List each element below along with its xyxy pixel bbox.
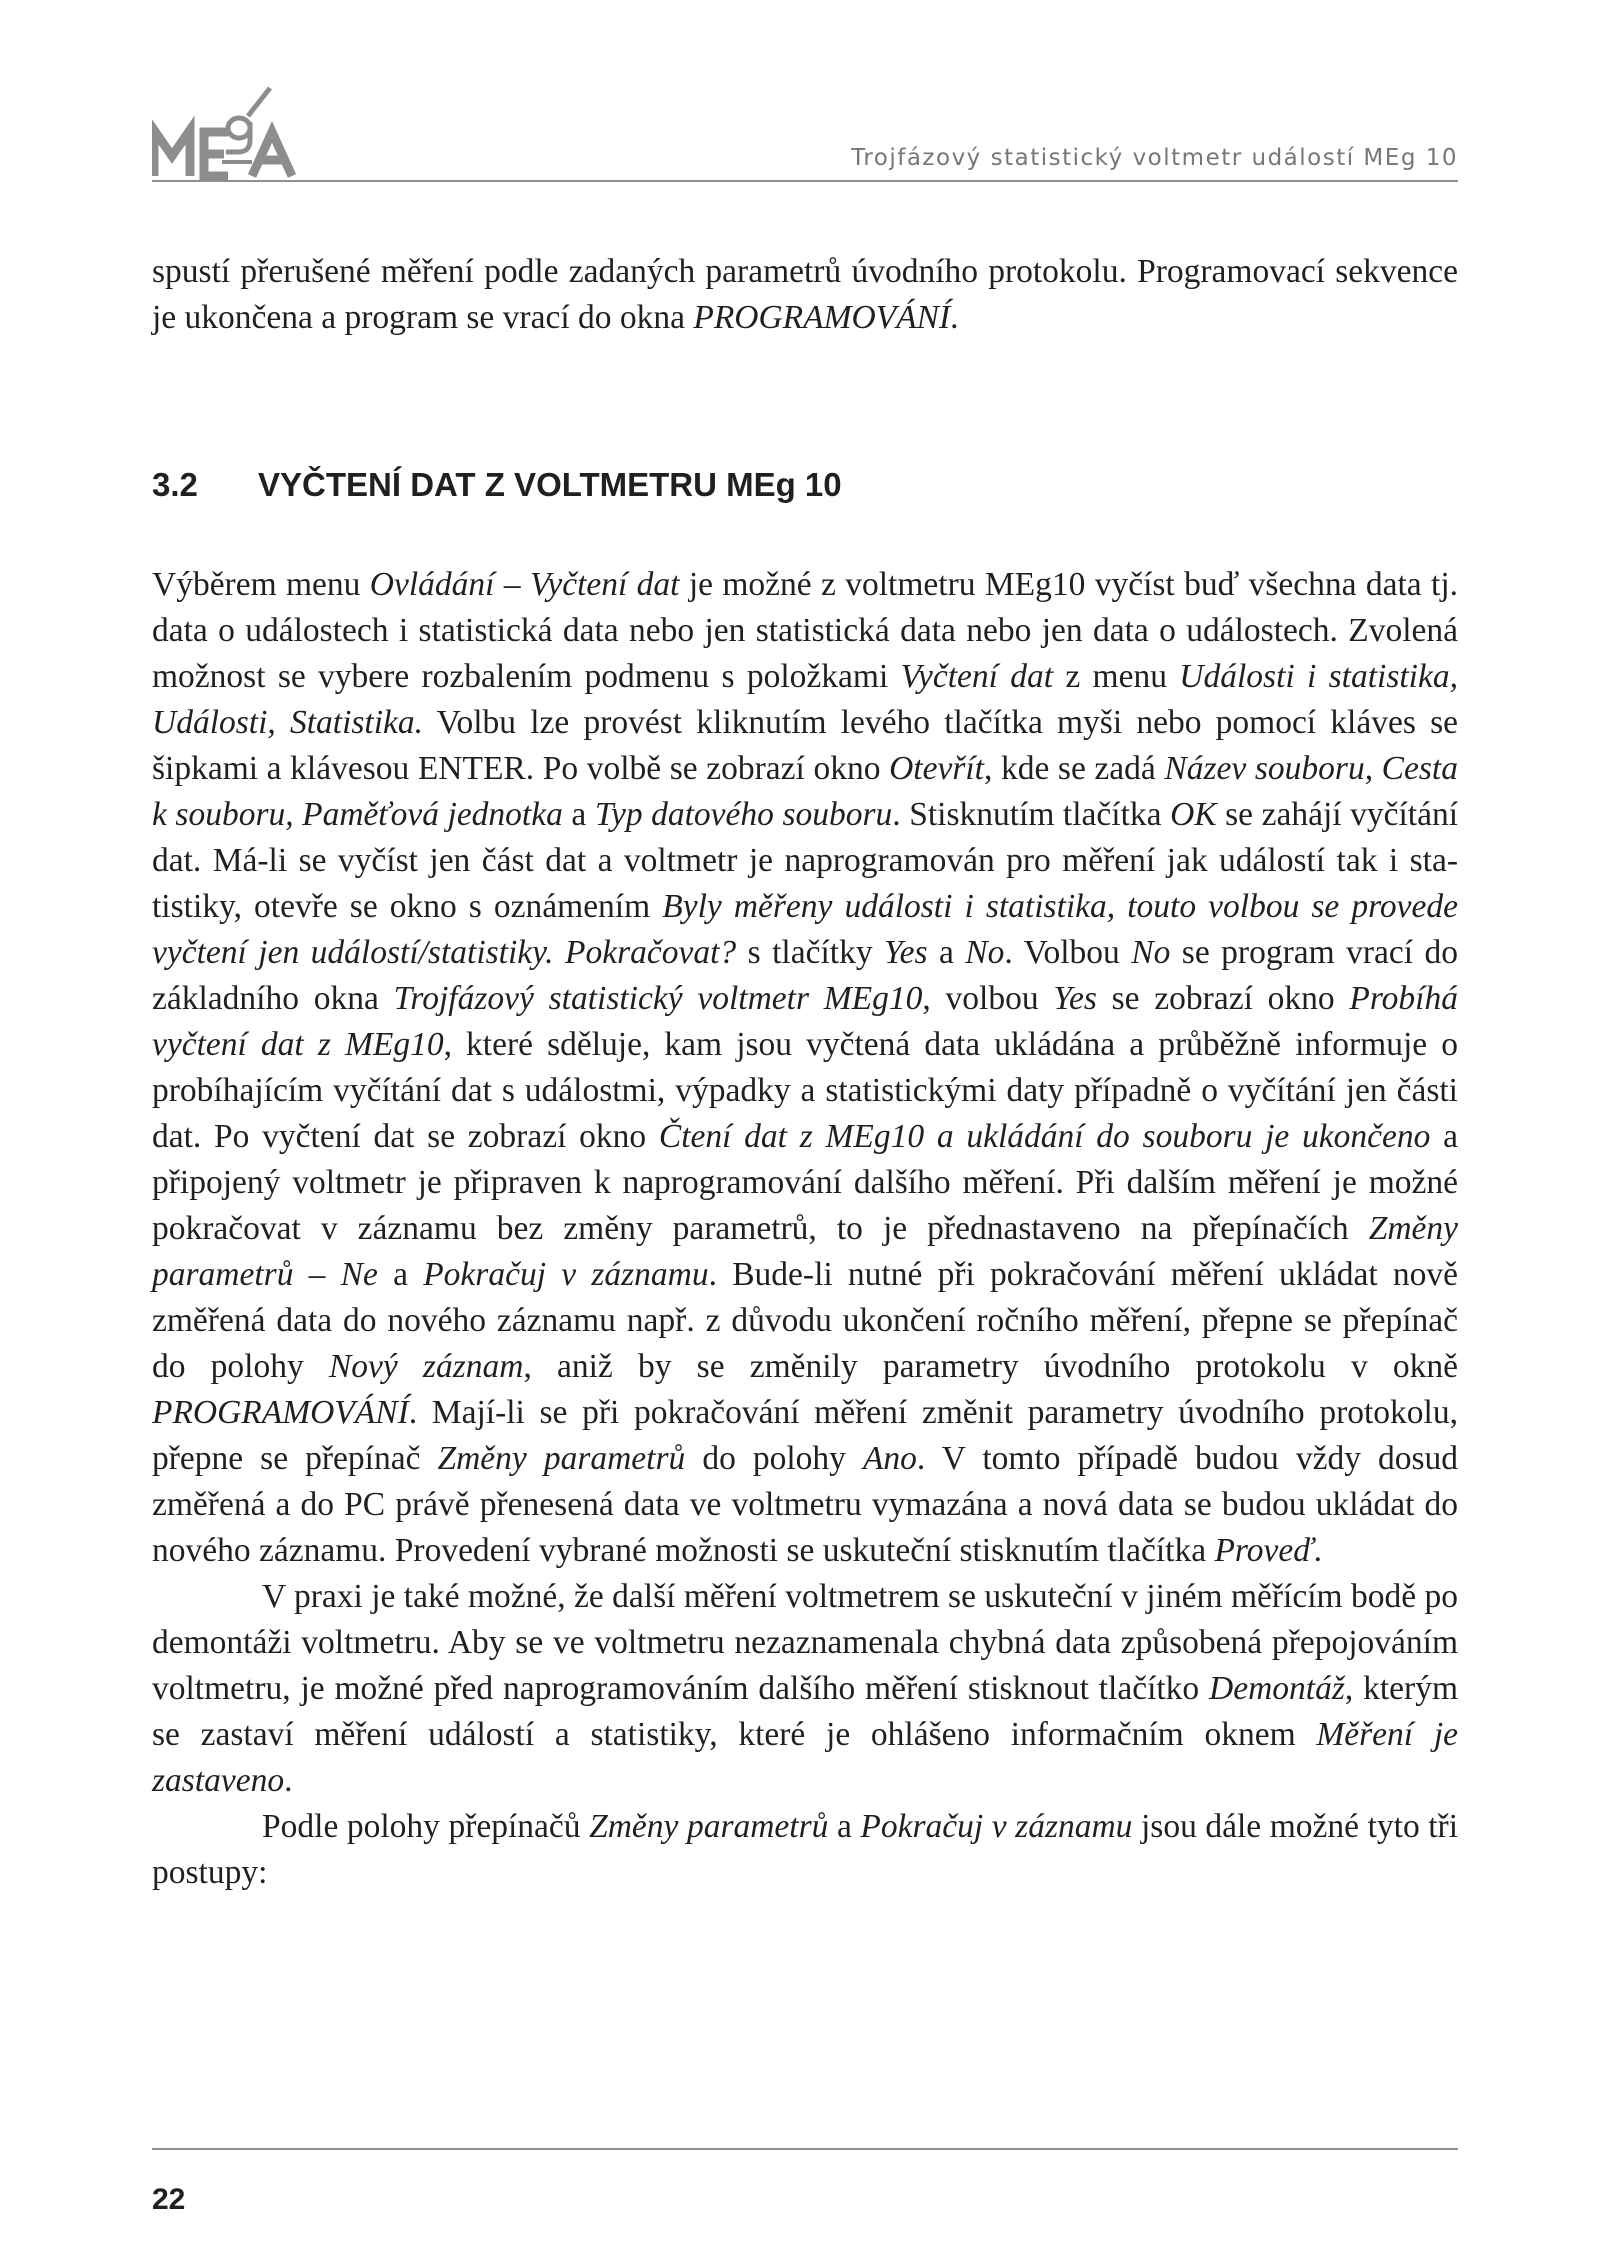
page-body — [152, 249, 1458, 1896]
section-title: VYČTENÍ DAT Z VOLTMETRU MEg 10 — [258, 466, 842, 503]
running-header-title: Trojfázový statistický voltmetr událostí MEg 10 — [851, 145, 1458, 171]
footer-divider — [152, 2148, 1458, 2150]
section-number: 3.2 — [152, 466, 198, 503]
page-number: 22 — [152, 2183, 186, 2216]
body-paragraph-2: V praxi je také možné, že další měření voltmetrem se uskuteční v jiném měřícím bodě po demontáži voltmetru. Aby se ve voltmetru nezaznamenala chybná data způsobená přepojováním voltmetru, je možné před naprogramováním dalšího měření stisknout tlačítko Demontáž, kterým se zastaví měření událostí a statistiky, které je ohlášeno informačním oknem Měření je zastaveno. — [152, 1578, 1458, 1799]
intro-paragraph: spustí přerušené měření podle zadaných parametrů úvodního protokolu. Programovací sekvence je ukončena a program se vrací do okna PROGRAMOVÁNÍ. — [152, 253, 1458, 336]
body-paragraph-1: Výběrem menu Ovládání – Vyčtení dat je možné z voltmetru MEg10 vyčíst buď všechna data tj. data o událostech i statistická data nebo jen statistická data nebo jen data o událostech. Zvolená možnost se vybere rozbalením podmenu s položkami Vyčtení dat z menu Události i statistika, Události, Statistika. Volbu lze provést kliknutím levého tlačítka myši nebo pomocí kláves se šipkami a klávesou ENTER. Po volbě se zobrazí okno Otevřít, kde se zadá Název souboru, Cesta k souboru, Paměťová jednotka a Typ datového souboru. Stisknutím tlačítka OK se zahájí vyčítání dat. Má-li se vyčíst jen část dat a voltmetr je naprogramován pro měření jak událostí tak i statistiky, otevře se okno s oznámením Byly měřeny události i statistika, touto volbou se provede vyčtení jen událostí/statistiky. Pokračovat? s tlačítky Yes a No. Volbou No se program vrací do základního okna Trojfázový statistický voltmetr MEg10, volbou Yes se zobrazí okno Probíhá vyčtení dat z MEg10, které sděluje, kam jsou vyčtená data ukládána a průběžně informuje o probíhajícím vyčítání dat s událostmi, výpadky a statistickými daty případně o vyčítání jen části dat. Po vyčtení dat se zobrazí okno Čtení dat z MEg10 a ukládání do souboru je ukončeno a připojený voltmetr je připraven k naprogramování dalšího měření. Při dalším měření je možné pokračovat v záznamu bez změny parametrů, to je přednastaveno na přepínačích Změny parametrů – Ne a Pokračuj v záznamu. Bude-li nutné při pokračování měření ukládat nově změřená data do nového záznamu např. z důvodu ukončení ročního měření, přepne se přepínač do polohy Nový záznam, aniž by se změnily parametry úvodního protokolu v okně PROGRAMOVÁNÍ. Mají-li se při pokračování měření změnit parametry úvodního protokolu, přepne se přepínač Změny parametrů do polohy Ano. V tomto případě budou vždy dosud změřená a do PC právě přenesená data ve voltmetru vymazána a nová data se budou ukládat do nového záznamu. Provedení vybrané možnosti se uskuteční stisknutím tlačítka Proveď. — [152, 566, 1459, 1569]
header-divider — [152, 180, 1458, 182]
mega-logo — [152, 82, 322, 182]
body-paragraph-3: Podle polohy přepínačů Změny parametrů a Pokračuj v záznamu jsou dále možné tyto tři postupy: — [152, 1808, 1459, 1891]
section-heading — [152, 462, 1458, 508]
